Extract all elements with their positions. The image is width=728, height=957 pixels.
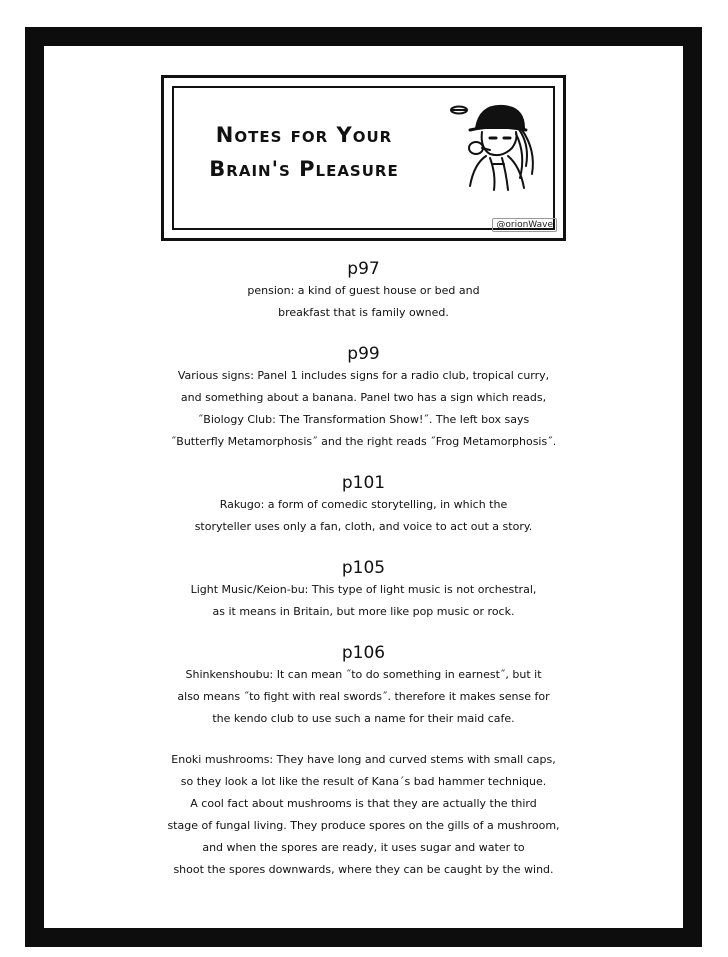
note-line: Rakugo: a form of comedic storytelling, in which the xyxy=(219,498,508,511)
page-ref: p97 xyxy=(347,259,380,279)
note-section-p99 xyxy=(48,343,679,453)
title-box xyxy=(161,75,566,241)
title-line-2: Brain's Pleasure xyxy=(209,157,399,181)
note-line: shoot the spores downwards, where they can be caught by the wind. xyxy=(173,863,554,876)
note-line: as it means in Britain, but more like pop music or rock. xyxy=(212,605,515,618)
note-line: the kendo club to use such a name for their maid cafe. xyxy=(212,712,515,725)
note-line: storyteller uses only a fan, cloth, and voice to act out a story. xyxy=(194,520,533,533)
note-line: and something about a banana. Panel two has a sign which reads, xyxy=(180,391,547,404)
mascot-icon xyxy=(446,94,544,194)
credit-label: @orionWave xyxy=(492,218,557,232)
note-line: stage of fungal living. They produce spores on the gills of a mushroom, xyxy=(167,819,560,832)
title-line-1: Notes for Your xyxy=(215,123,393,147)
note-line: ˝Biology Club: The Transformation Show!˝. The left box says xyxy=(197,413,530,426)
page-ref: p105 xyxy=(341,558,386,578)
notes-list xyxy=(48,258,679,881)
note-section-p106 xyxy=(48,642,679,730)
page-ref: p106 xyxy=(341,643,386,663)
note-line: A cool fact about mushrooms is that they are actually the third xyxy=(190,797,537,810)
note-line: pension: a kind of guest house or bed and xyxy=(247,284,480,297)
note-line: Various signs: Panel 1 includes signs for a radio club, tropical curry, xyxy=(177,369,550,382)
note-line: Light Music/Keion-bu: This type of light music is not orchestral, xyxy=(190,583,537,596)
page-ref: p101 xyxy=(341,473,386,493)
note-section-p101 xyxy=(48,472,679,538)
page-ref: p99 xyxy=(347,344,380,364)
page-title xyxy=(204,118,404,186)
note-line: Shinkenshoubu: It can mean ˝to do something in earnest˝, but it xyxy=(185,668,542,681)
note-line: also means ˝to fight with real swords˝. therefore it makes sense for xyxy=(177,690,550,703)
note-section-enoki xyxy=(48,749,679,881)
note-section-p97 xyxy=(48,258,679,324)
note-line: ˝Butterfly Metamorphosis˝ and the right reads ˝Frog Metamorphosis˝. xyxy=(170,435,557,448)
note-line: breakfast that is family owned. xyxy=(278,306,449,319)
note-line: Enoki mushrooms: They have long and curved stems with small caps, xyxy=(171,753,556,766)
note-section-p105 xyxy=(48,557,679,623)
note-line: so they look a lot like the result of Kana´s bad hammer technique. xyxy=(180,775,547,788)
note-line: and when the spores are ready, it uses sugar and water to xyxy=(202,841,525,854)
